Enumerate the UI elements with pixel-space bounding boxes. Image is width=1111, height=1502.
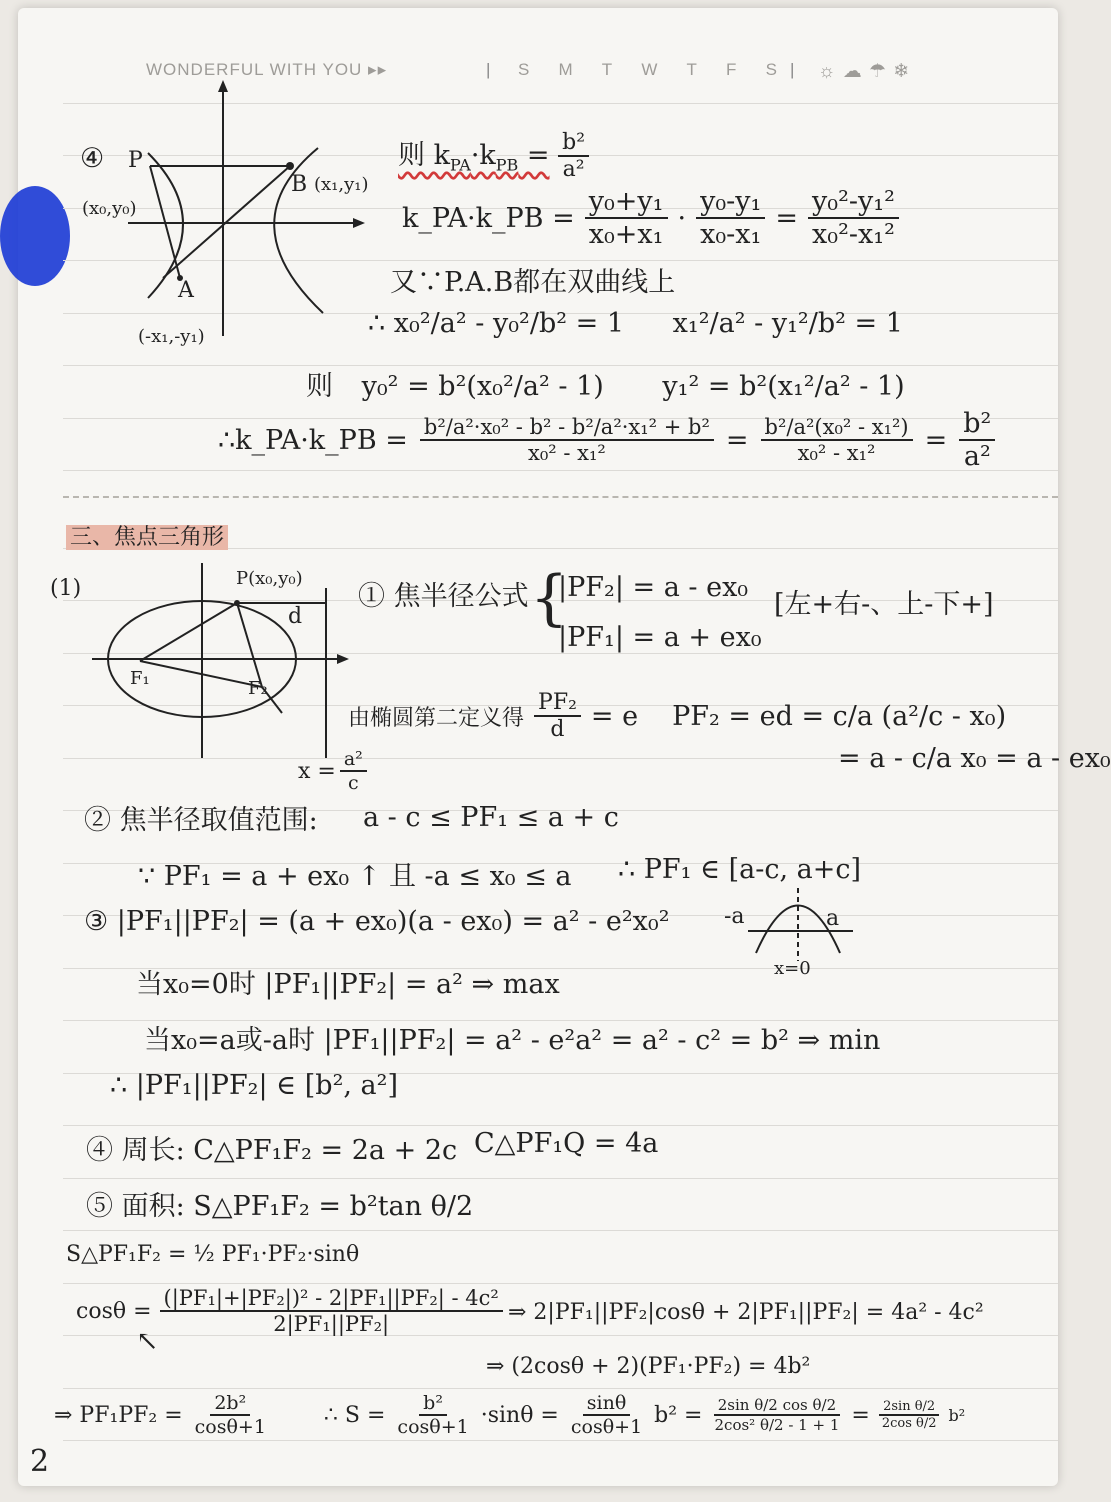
range-title: ② 焦半径取值范围:	[84, 805, 318, 836]
weekday-wed: W	[641, 60, 659, 79]
focus-f2-label: F₂	[248, 678, 268, 699]
notebook-page	[18, 8, 1111, 1486]
section-title: 三、焦点三角形	[66, 520, 228, 551]
second-definition-result: = a - c/a x₀ = a - ex₀	[838, 743, 1111, 774]
range-reason: ∵ PF₁ = a + ex₀ ↑ 且 -a ≤ x₀ ≤ a	[138, 861, 572, 892]
point-b-label: B	[291, 172, 308, 197]
parabola-left-label: -a	[724, 904, 745, 929]
focal-radius-pf2: |PF₂| = a - ex₀	[558, 572, 749, 603]
parabola-right-label: a	[826, 906, 840, 931]
s4-slope-product: k_PA·k_PB = $\frac{\text{y₀+y₁}}{\text{x₀+x₁}}$ · $\frac{\text{y₀-y₁}}{\text{x₀-x₁}}$ = $\frac{\text{y₀²-y₁²}}{\text{x₀²-x₁²}}$	[402, 186, 899, 250]
ellipse-p-label: P(x₀,y₀)	[236, 568, 303, 589]
focus-f1-label: F₁	[130, 668, 150, 689]
perimeter-q-formula: C△PF₁Q = 4a	[474, 1128, 659, 1159]
product-max: 当x₀=0时 |PF₁||PF₂| = a² ⇒ max	[136, 969, 560, 1000]
rule-line	[63, 1440, 1058, 1441]
distance-d-label: d	[288, 604, 303, 629]
product-range: ∴ |PF₁||PF₂| ∈ [b², a²]	[110, 1070, 399, 1101]
rule-line	[63, 1283, 1058, 1284]
point-p-label: P	[128, 148, 143, 173]
header-divider-2: |	[790, 60, 796, 79]
product-b2: ⇒ (2cosθ + 2)(PF₁·PF₂) = 4b²	[486, 1354, 811, 1379]
parabola-axis-label: x=0	[774, 958, 811, 979]
hyperbola-diagram	[118, 78, 378, 348]
s4-title: 则 $k_{PA}\cdot k_{PB}$ = $\frac{\text{b²}}{\text{a²}}$	[398, 130, 589, 182]
rule-line	[63, 1230, 1058, 1231]
s4-equations: ∴ x₀²/a² - y₀²/b² = 1 x₁²/a² - y₁²/b² = 1	[368, 308, 903, 339]
header-slogan: WONDERFUL WITH YOU ▸▸	[146, 60, 388, 79]
weather-icons: ☼ ☁ ☂ ❄	[818, 61, 911, 82]
cosine-expanded: ⇒ 2|PF₁||PF₂|cosθ + 2|PF₁||PF₂| = 4a² - 4c²	[508, 1300, 984, 1325]
s4-on-hyperbola: 又∵P.A.B都在双曲线上	[390, 267, 676, 298]
section-divider	[63, 496, 1058, 498]
rule-line	[63, 1178, 1058, 1179]
weekday-sun: S	[518, 60, 531, 79]
arrow-icon: ↖	[136, 1326, 159, 1357]
sign-rule-note: [左+右-、上-下+]	[774, 589, 994, 620]
point-b-coord: (x₁,y₁)	[314, 174, 369, 195]
cosine-law: cosθ = $\frac{\text{(|PF₁|+|PF₂|)² - 2|PF₁||PF₂| - 4c²}}{\text{2|PF₁||PF₂|}}$	[76, 1286, 503, 1336]
area-derivation: S△PF₁F₂ = ½ PF₁·PF₂·sinθ	[66, 1242, 360, 1267]
item-number: ④	[80, 143, 105, 174]
weekday-tue: T	[601, 60, 614, 79]
second-definition: 由椭圆第二定义得 $\frac{\text{PF₂}}{d}$ = e PF₂ = ed = c/a (a²/c - x₀)	[348, 690, 1007, 742]
product-formula: ③ |PF₁||PF₂| = (a + ex₀)(a - ex₀) = a² - e²x₀²	[84, 906, 670, 937]
area-final: ⇒ PF₁PF₂ = $\frac{\text{2b²}}{\cos\theta+1}$ ∴ S = $\frac{\text{b²}}{\cos\theta+1}$ ·sinθ = $\frac{\sin\theta}{\cos\theta+1}$ b² = $\frac{\text{2sin θ/2 cos θ/2}}{\text{2cos² θ/2 - 1 + 1}}$ = $\frac{\text{2sin θ/2}}{\text{2cos θ/2}}$ b²	[54, 1392, 966, 1438]
weekday-mon: M	[558, 60, 574, 79]
weekday-fri: F	[726, 60, 738, 79]
area-formula: ⑤ 面积: S△PF₁F₂ = b²tan θ/2	[86, 1191, 474, 1222]
rule-line	[63, 1388, 1058, 1389]
ink-stain	[0, 186, 70, 286]
point-p-coord: (x₀,y₀)	[82, 198, 137, 219]
range-inequality: a - c ≤ PF₁ ≤ a + c	[363, 802, 619, 833]
focal-radius-pf1: |PF₁| = a + ex₀	[558, 622, 762, 653]
page-number: 2	[30, 1444, 50, 1479]
s4-result: ∴k_PA·k_PB = $\frac{\text{b²/a²·x₀² - b² - b²/a²·x₁² + b²}}{\text{x₀² - x₁²}}$ = $\frac{\text{b²/a²(x₀² - x₁²)}}{\text{x₀² - x₁²}}$ = $\frac{\text{b²}}{\text{a²}}$	[218, 408, 995, 472]
product-min: 当x₀=a或-a时 |PF₁||PF₂| = a² - e²a² = a² - c² = b² ⇒ min	[144, 1025, 881, 1056]
focal-radius-title: ① 焦半径公式	[358, 581, 529, 612]
range-conclusion: ∴ PF₁ ∈ [a-c, a+c]	[618, 854, 862, 885]
parabola-sketch	[748, 883, 858, 963]
weekday-row	[518, 60, 778, 80]
weekday-sat: S	[765, 60, 778, 79]
brace: {	[530, 563, 569, 633]
header-divider: |	[486, 60, 492, 79]
item-number: (1)	[50, 576, 82, 601]
rule-line	[63, 1125, 1058, 1126]
directrix-label: x = $\frac{\text{a²}}{c}$	[298, 748, 367, 794]
s4-y-squared: 则 y₀² = b²(x₀²/a² - 1) y₁² = b²(x₁²/a² - 1)	[306, 371, 905, 402]
point-a-coord: (-x₁,-y₁)	[138, 326, 205, 347]
perimeter-formula: ④ 周长: C△PF₁F₂ = 2a + 2c	[86, 1135, 458, 1166]
weekday-thu: T	[686, 60, 698, 79]
point-a-label: A	[178, 278, 194, 303]
